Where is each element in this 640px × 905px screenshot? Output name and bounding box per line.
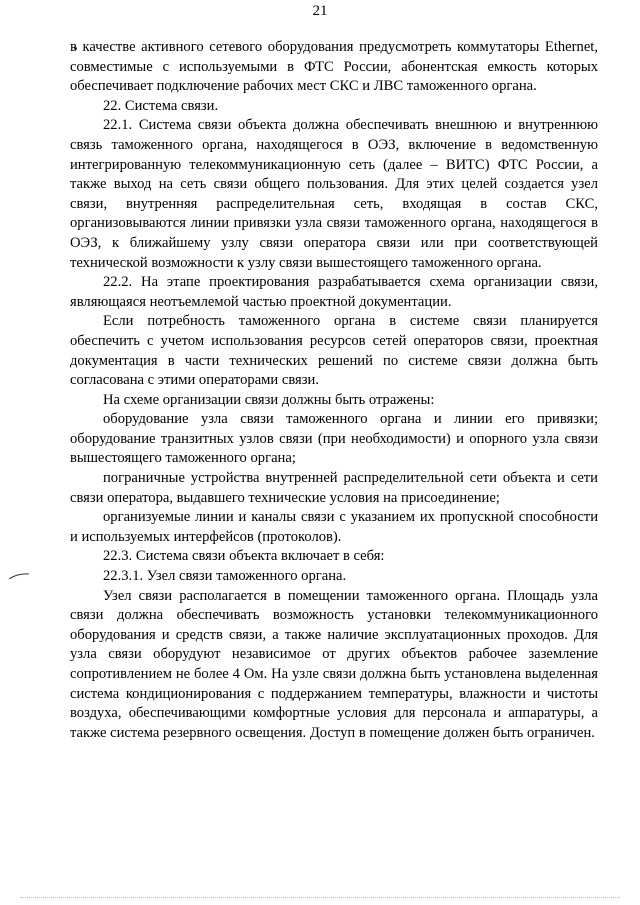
list-item: оборудование узла связи таможенного органа и линии его привязки; оборудование транзитных узлов связи (при необходимости) и опорного узла связи вышестоящего таможенного органа; <box>70 411 598 467</box>
paragraph: в качестве активного сетевого оборудования предусмотреть коммутаторы Ethernet, совместимые с используемыми в ФТС России, абонентская емкость которых обеспечивает подключение рабочих мест СКС и ЛВС таможенного органа. <box>70 39 598 95</box>
document-body <box>70 38 598 743</box>
margin-pen-mark <box>8 572 30 580</box>
paragraph: Если потребность таможенного органа в системе связи планируется обеспечить с учетом использования ресурсов сетей операторов связи, проектная документация в части технических решений по системе связи должна быть согласована с этими операторами связи. <box>70 313 598 389</box>
section-heading: 22. Система связи. <box>103 97 219 114</box>
subsection-heading: 22.3.1. Узел связи таможенного органа. <box>103 568 347 585</box>
paragraph: 22.3. Система связи объекта включает в себя: <box>103 548 385 565</box>
paragraph: Узел связи располагается в помещении таможенного органа. Площадь узла связи должна обеспечивать возможность установки телекоммуникационного оборудования и средств связи, а также наличие эксплуатационных проходов. Для узла связи оборудуют независимое от других объектов рабочее заземление сопротивлением не более 4 Ом. На узле связи должна быть установлена выделенная система кондиционирования с поддержанием температуры, влажности и чистоты воздуха, обеспечивающими комфортные условия для персонала и аппаратуры, а также система резервного освещения. Доступ в помещение должен быть ограничен. <box>70 587 598 741</box>
page-number: 21 <box>312 3 328 19</box>
paragraph: На схеме организации связи должны быть отражены: <box>103 391 435 408</box>
paragraph: 22.2. На этапе проектирования разрабатывается схема организации связи, являющаяся неотъемлемой частью проектной документации. <box>70 274 598 310</box>
list-item: пограничные устройства внутренней распределительной сети объекта и сети связи оператора, выдавшего технические условия на присоединение; <box>70 470 598 506</box>
scan-edge-dots <box>20 893 620 898</box>
paragraph: 22.1. Система связи объекта должна обеспечивать внешнюю и внутреннюю связь таможенного органа, находящегося в ОЭЗ, включение в ведомственную интегрированную телекоммуникационную сеть (далее – ВИТС) ФТС России, а также выход на сеть связи общего пользования. Для этих целей создается узел связи, внутренняя распределительная сеть, входящая в состав СКС, организовываются линии привязки узла связи таможенного органа, находящегося в ОЭЗ, к ближайшему узлу связи оператора связи или при соответствующей технической возможности к узлу связи вышестоящего таможенного органа. <box>70 117 598 271</box>
list-item: организуемые линии и каналы связи с указанием их пропускной способности и используемых интерфейсов (протоколов). <box>70 509 598 545</box>
